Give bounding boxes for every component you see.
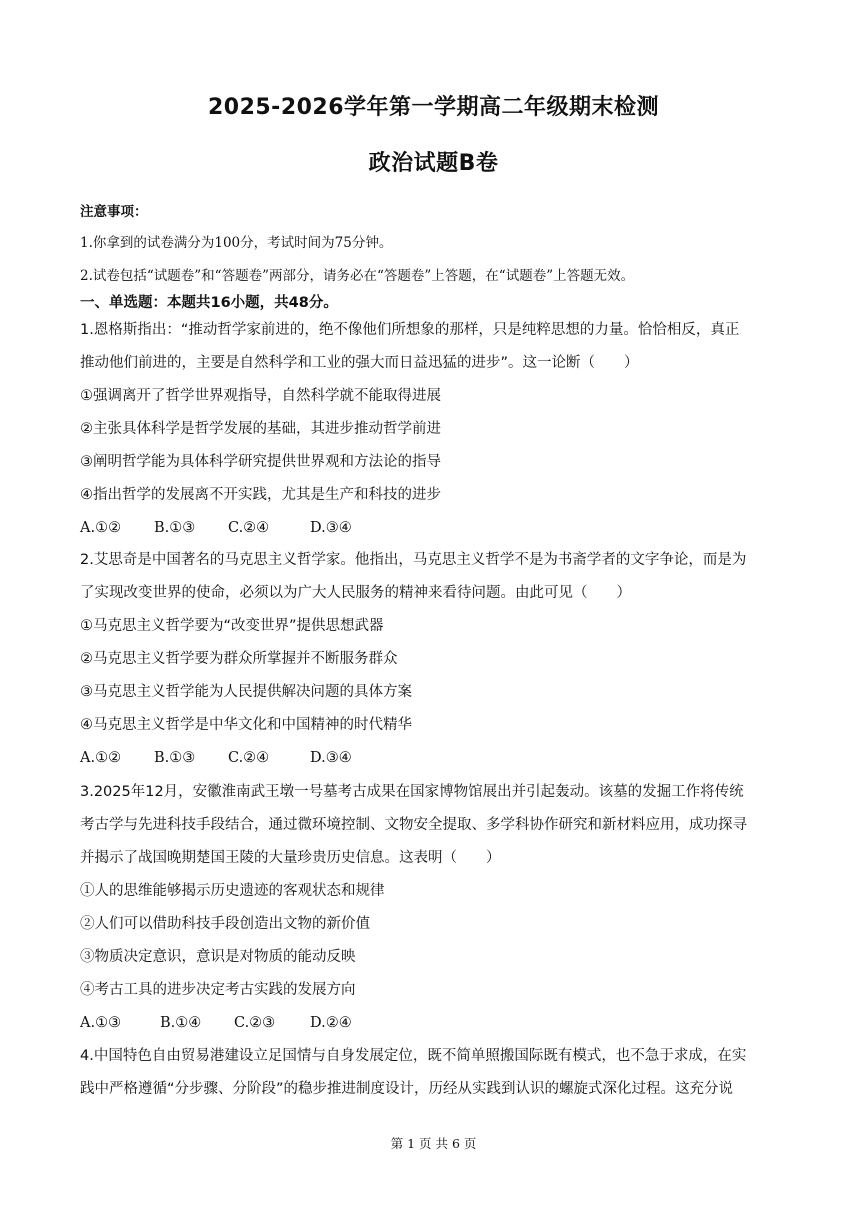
notice-item-1: 1.你拿到的试卷满分为100分，考试时间为75分钟。 <box>80 235 393 251</box>
question-stem-line: 考古学与先进科技手段结合，通过微环境控制、文物安全提取、多学科协作研究和新材料应用，成功探寻 <box>80 817 747 833</box>
page-indicator: 第 1 页 共 6 页 <box>390 1136 477 1151</box>
exam-subtitle: 政治试题B卷 <box>368 151 499 176</box>
statement-2: ②人们可以借助科技手段创造出文物的新价值 <box>80 916 370 932</box>
option-c: C.②③ <box>234 1015 276 1031</box>
question-stem-line: 推动他们前进的，主要是自然科学和工业的强大而日益迅猛的进步”。这一论断（ ） <box>80 355 639 371</box>
question-stem-line: 1.恩格斯指出：“推动哲学家前进的，绝不像他们所想象的那样，只是纯粹思想的力量。恰恰相反，真正 <box>80 322 740 338</box>
option-d: D.③④ <box>310 750 352 766</box>
statement-3: ③马克思主义哲学能为人民提供解决问题的具体方案 <box>80 684 412 700</box>
question-stem-line: 了实现改变世界的使命，必须以为广大人民服务的精神来看待问题。由此可见（ ） <box>80 585 631 601</box>
option-a: A.①② <box>80 750 122 766</box>
option-b: B.①③ <box>154 520 196 536</box>
statement-1: ①强调离开了哲学世界观指导，自然科学就不能取得进展 <box>80 388 441 404</box>
answer-options <box>80 748 780 768</box>
statement-2: ②主张具体科学是哲学发展的基础，其进步推动哲学前进 <box>80 421 441 437</box>
notice-heading: 注意事项： <box>80 204 148 220</box>
option-b: B.①③ <box>154 750 196 766</box>
statement-4: ④考古工具的进步决定考古实践的发展方向 <box>80 982 356 998</box>
statement-4: ④指出哲学的发展离不开实践，尤其是生产和科技的进步 <box>80 487 441 503</box>
question-stem-line: 2.艾思奇是中国著名的马克思主义哲学家。他指出，马克思主义哲学不是为书斋学者的文字争论，而是为 <box>80 552 747 568</box>
question-stem-line: 4.中国特色自由贸易港建设立足国情与自身发展定位，既不简单照搬国际既有模式，也不急于求成，在实 <box>80 1048 747 1064</box>
option-c: C.②④ <box>228 750 270 766</box>
option-d: D.②④ <box>310 1015 352 1031</box>
statement-1: ①人的思维能够揭示历史遗迹的客观状态和规律 <box>80 883 385 899</box>
exam-title: 2025-2026学年第一学期高二年级期末检测 <box>207 95 660 120</box>
notice-item-2: 2.试卷包括“试题卷”和“答题卷”两部分，请务必在“答题卷”上答题，在“试题卷”上答题无效。 <box>80 268 635 284</box>
statement-1: ①马克思主义哲学要为“改变世界”提供思想武器 <box>80 618 384 634</box>
question-stem-line: 并揭示了战国晚期楚国王陵的大量珍贵历史信息。这表明（ ） <box>80 850 501 866</box>
question-stem-line: 3.2025年12月，安徽淮南武王墩一号墓考古成果在国家博物馆展出并引起轰动。该墓的发掘工作将传统 <box>80 784 744 800</box>
section-heading: 一、单选题：本题共16小题，共48分。 <box>80 295 338 311</box>
option-d: D.③④ <box>310 520 352 536</box>
option-b: B.①④ <box>160 1015 202 1031</box>
statement-3: ③物质决定意识，意识是对物质的能动反映 <box>80 949 356 965</box>
option-a: A.①③ <box>80 1015 122 1031</box>
statement-2: ②马克思主义哲学要为群众所掌握并不断服务群众 <box>80 651 398 667</box>
statement-3: ③阐明哲学能为具体科学研究提供世界观和方法论的指导 <box>80 454 441 470</box>
answer-options <box>80 1013 780 1033</box>
answer-options <box>80 518 780 538</box>
option-c: C.②④ <box>228 520 270 536</box>
option-a: A.①② <box>80 520 122 536</box>
question-stem-line: 践中严格遵循“分步骤、分阶段”的稳步推进制度设计，历经从实践到认识的螺旋式深化过程。这充分说 <box>80 1081 734 1097</box>
statement-4: ④马克思主义哲学是中华文化和中国精神的时代精华 <box>80 717 412 733</box>
